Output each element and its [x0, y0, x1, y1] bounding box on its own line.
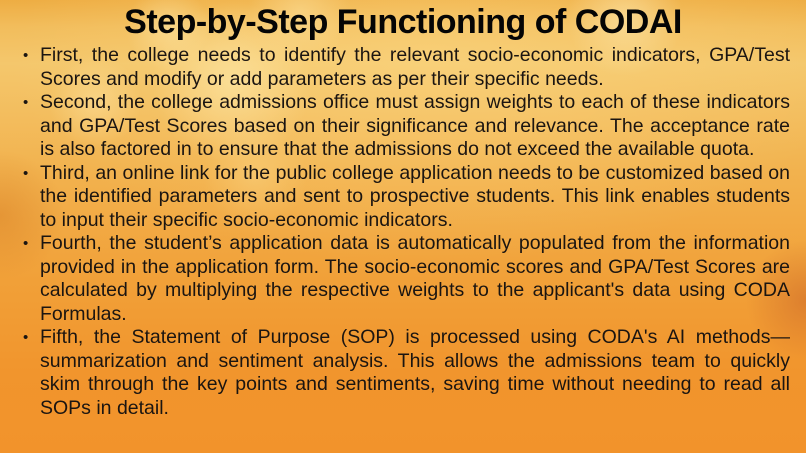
bullet-item-first — [18, 44, 790, 91]
bullet-icon: • — [23, 94, 29, 111]
bullet-icon: • — [23, 235, 29, 252]
bullet-icon: • — [23, 164, 29, 182]
bullet-list — [0, 44, 806, 420]
bullet-text: Second, the college admissions office must assign weights to each of these indicators and GPA/Test Scores based on their significance and relevance. The acceptance rate is also factored in to ensure that the admissions do not exceed the available quota. — [40, 91, 790, 160]
bullet-text: Fourth, the student’s application data is automatically populated from the information provided in the application form. The socio-economic scores and GPA/Test Scores are calculated by multiplying the respective weights to the applicant's data using CODA Formulas. — [40, 232, 790, 325]
bullet-item-fourth — [18, 232, 790, 326]
bullet-item-third — [18, 162, 790, 233]
bullet-text: Fifth, the Statement of Purpose (SOP) is processed using CODA's AI methods—summarization and sentiment analysis. This allows the admissions team to quickly skim through the key points and sentiments, saving time without needing to read all SOPs in detail. — [40, 326, 790, 419]
bullet-text: Third, an online link for the public college application needs to be customized based on the identified parameters and sent to prospective students. This link enables students to input their specific socio-economic indicators. — [40, 161, 790, 231]
slide-title: Step-by-Step Functioning of CODAI — [124, 3, 682, 41]
bullet-icon: • — [23, 329, 29, 346]
bullet-text: First, the college needs to identify the relevant socio-economic indicators, GPA/Test Scores and modify or add parameters as per their specific needs. — [40, 44, 790, 90]
bullet-item-second — [18, 91, 790, 162]
bullet-icon: • — [23, 47, 29, 64]
bullet-item-fifth — [18, 326, 790, 420]
